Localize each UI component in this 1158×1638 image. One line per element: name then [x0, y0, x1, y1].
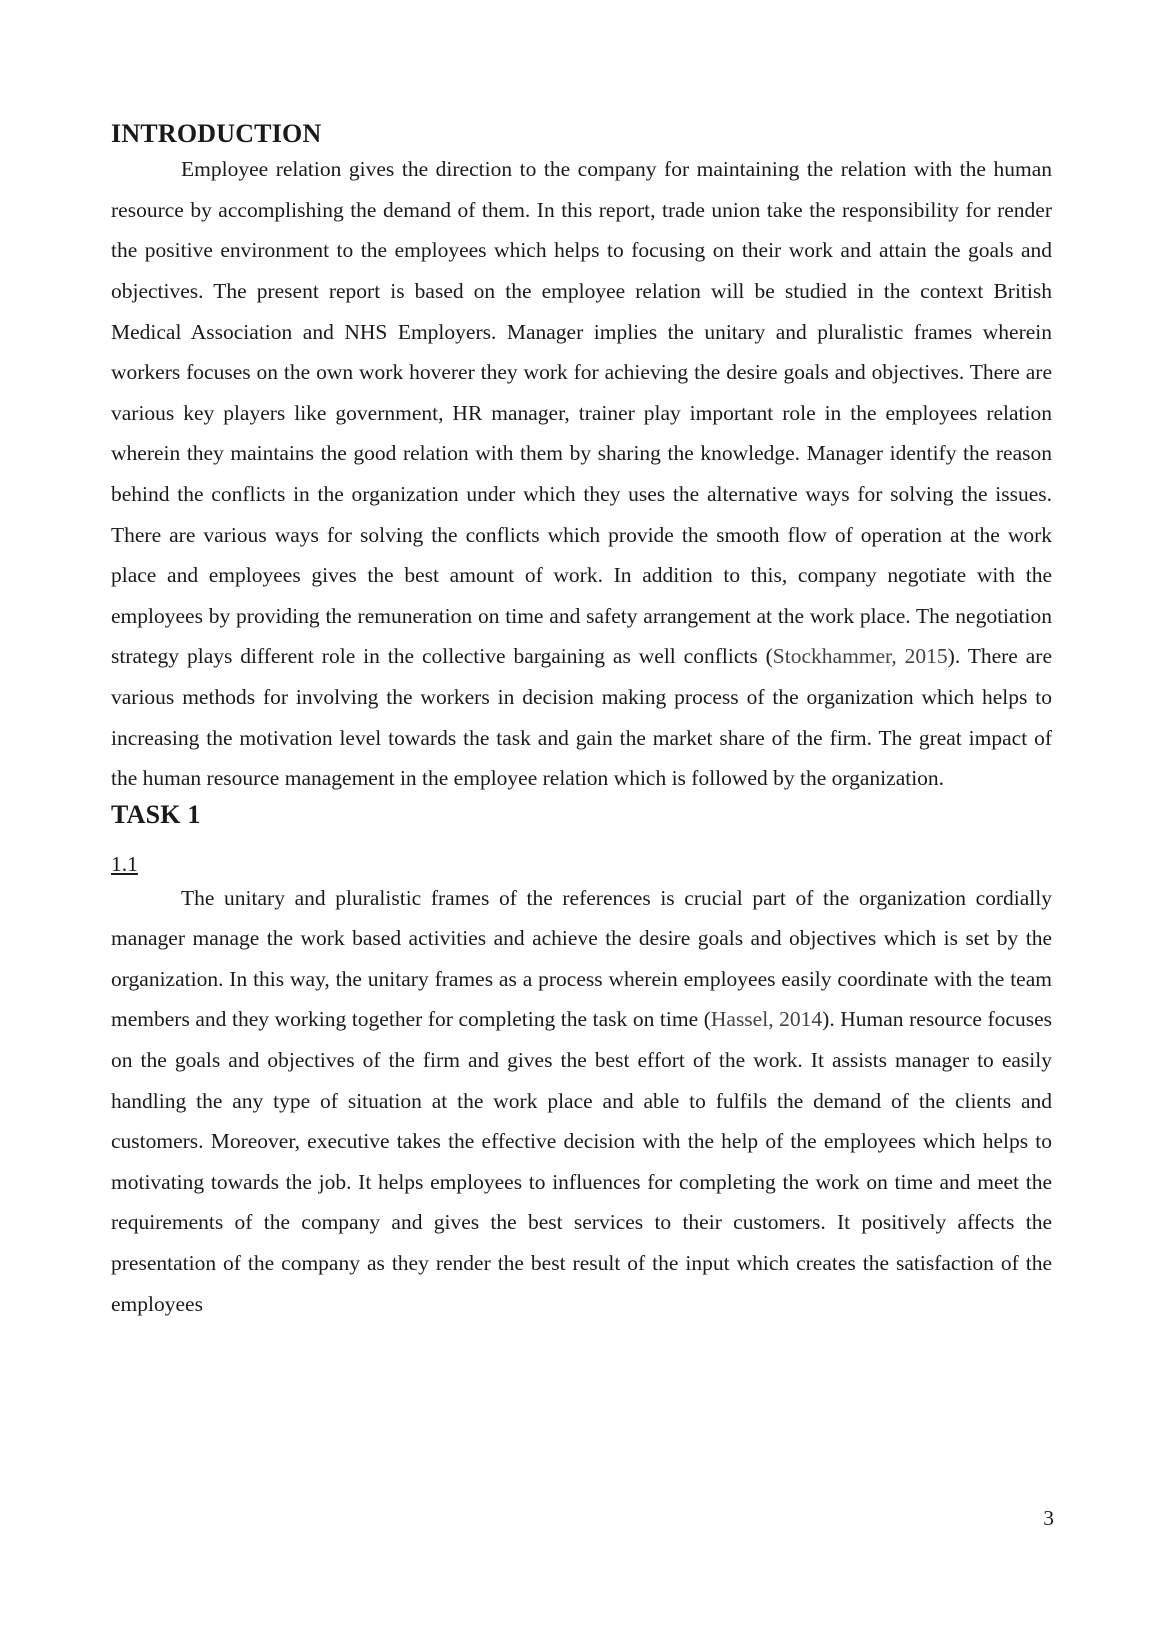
- task1-heading: TASK 1: [111, 799, 201, 829]
- introduction-text-part2: ). There are various methods for involving the workers in decision making process of the organization which helps to increasing the motivation level towards the task and gain the market share of the firm. The great impact of the human resource management in the employee relation which is followed by the organization.: [111, 644, 1053, 791]
- task1-paragraph: [111, 878, 1052, 1325]
- introduction-paragraph: [111, 149, 1052, 799]
- task1-text-part2: ). Human resource focuses on the goals and objectives of the firm and gives the best effort of the work. It assists manager to easily handling the any type of situation at the work place and able to fulfils the demand of the clients and customers. Moreover, executive takes the effective decision with the help of the employees which helps to motivating towards the job. It helps employees to influences for completing the work on time and meet the requirements of the company and gives the best services to their customers. It positively affects the presentation of the company as they render the best result of the input which creates the satisfaction of the employees: [111, 1007, 1053, 1316]
- introduction-heading: INTRODUCTION: [111, 119, 322, 148]
- introduction-text-part1: Employee relation gives the direction to the company for maintaining the relation with the human resource by accomplishing the demand of them. In this report, trade union take the responsibility for render the positive environment to the employees which helps to focusing on their work and attain the goals and objectives. The present report is based on the employee relation will be studied in the context British Medical Association and NHS Employers. Manager implies the unitary and pluralistic frames wherein workers focuses on the own work hoverer they work for achieving the desire goals and objectives. There are various key players like government, HR manager, trainer play important role in the employees relation wherein they maintains the good relation with them by sharing the knowledge. Manager identify the reason behind the conflicts in the organization under which they uses the alternative ways for solving the issues. There are various ways for solving the conflicts which provide the smooth flow of operation at the work place and employees gives the best amount of work. In addition to this, company negotiate with the employees by providing the remuneration on time and safety arrangement at the work place. The negotiation strategy plays different role in the collective bargaining as well conflicts (: [111, 157, 1052, 669]
- document-page: [111, 118, 1052, 1324]
- section-1-1-heading: 1.1: [111, 851, 138, 876]
- task1-text-part1: The unitary and pluralistic frames of the references is crucial part of the organization cordially manager manage the work based activities and achieve the desire goals and objectives which is set by the organization. In this way, the unitary frames as a process wherein employees easily coordinate with the team members and they working together for completing the task on time (: [111, 885, 1052, 1032]
- page-number: 3: [1043, 1506, 1054, 1530]
- citation-stockhammer: Stockhammer, 2015: [772, 644, 948, 669]
- citation-hassel: Hassel, 2014: [710, 1007, 823, 1032]
